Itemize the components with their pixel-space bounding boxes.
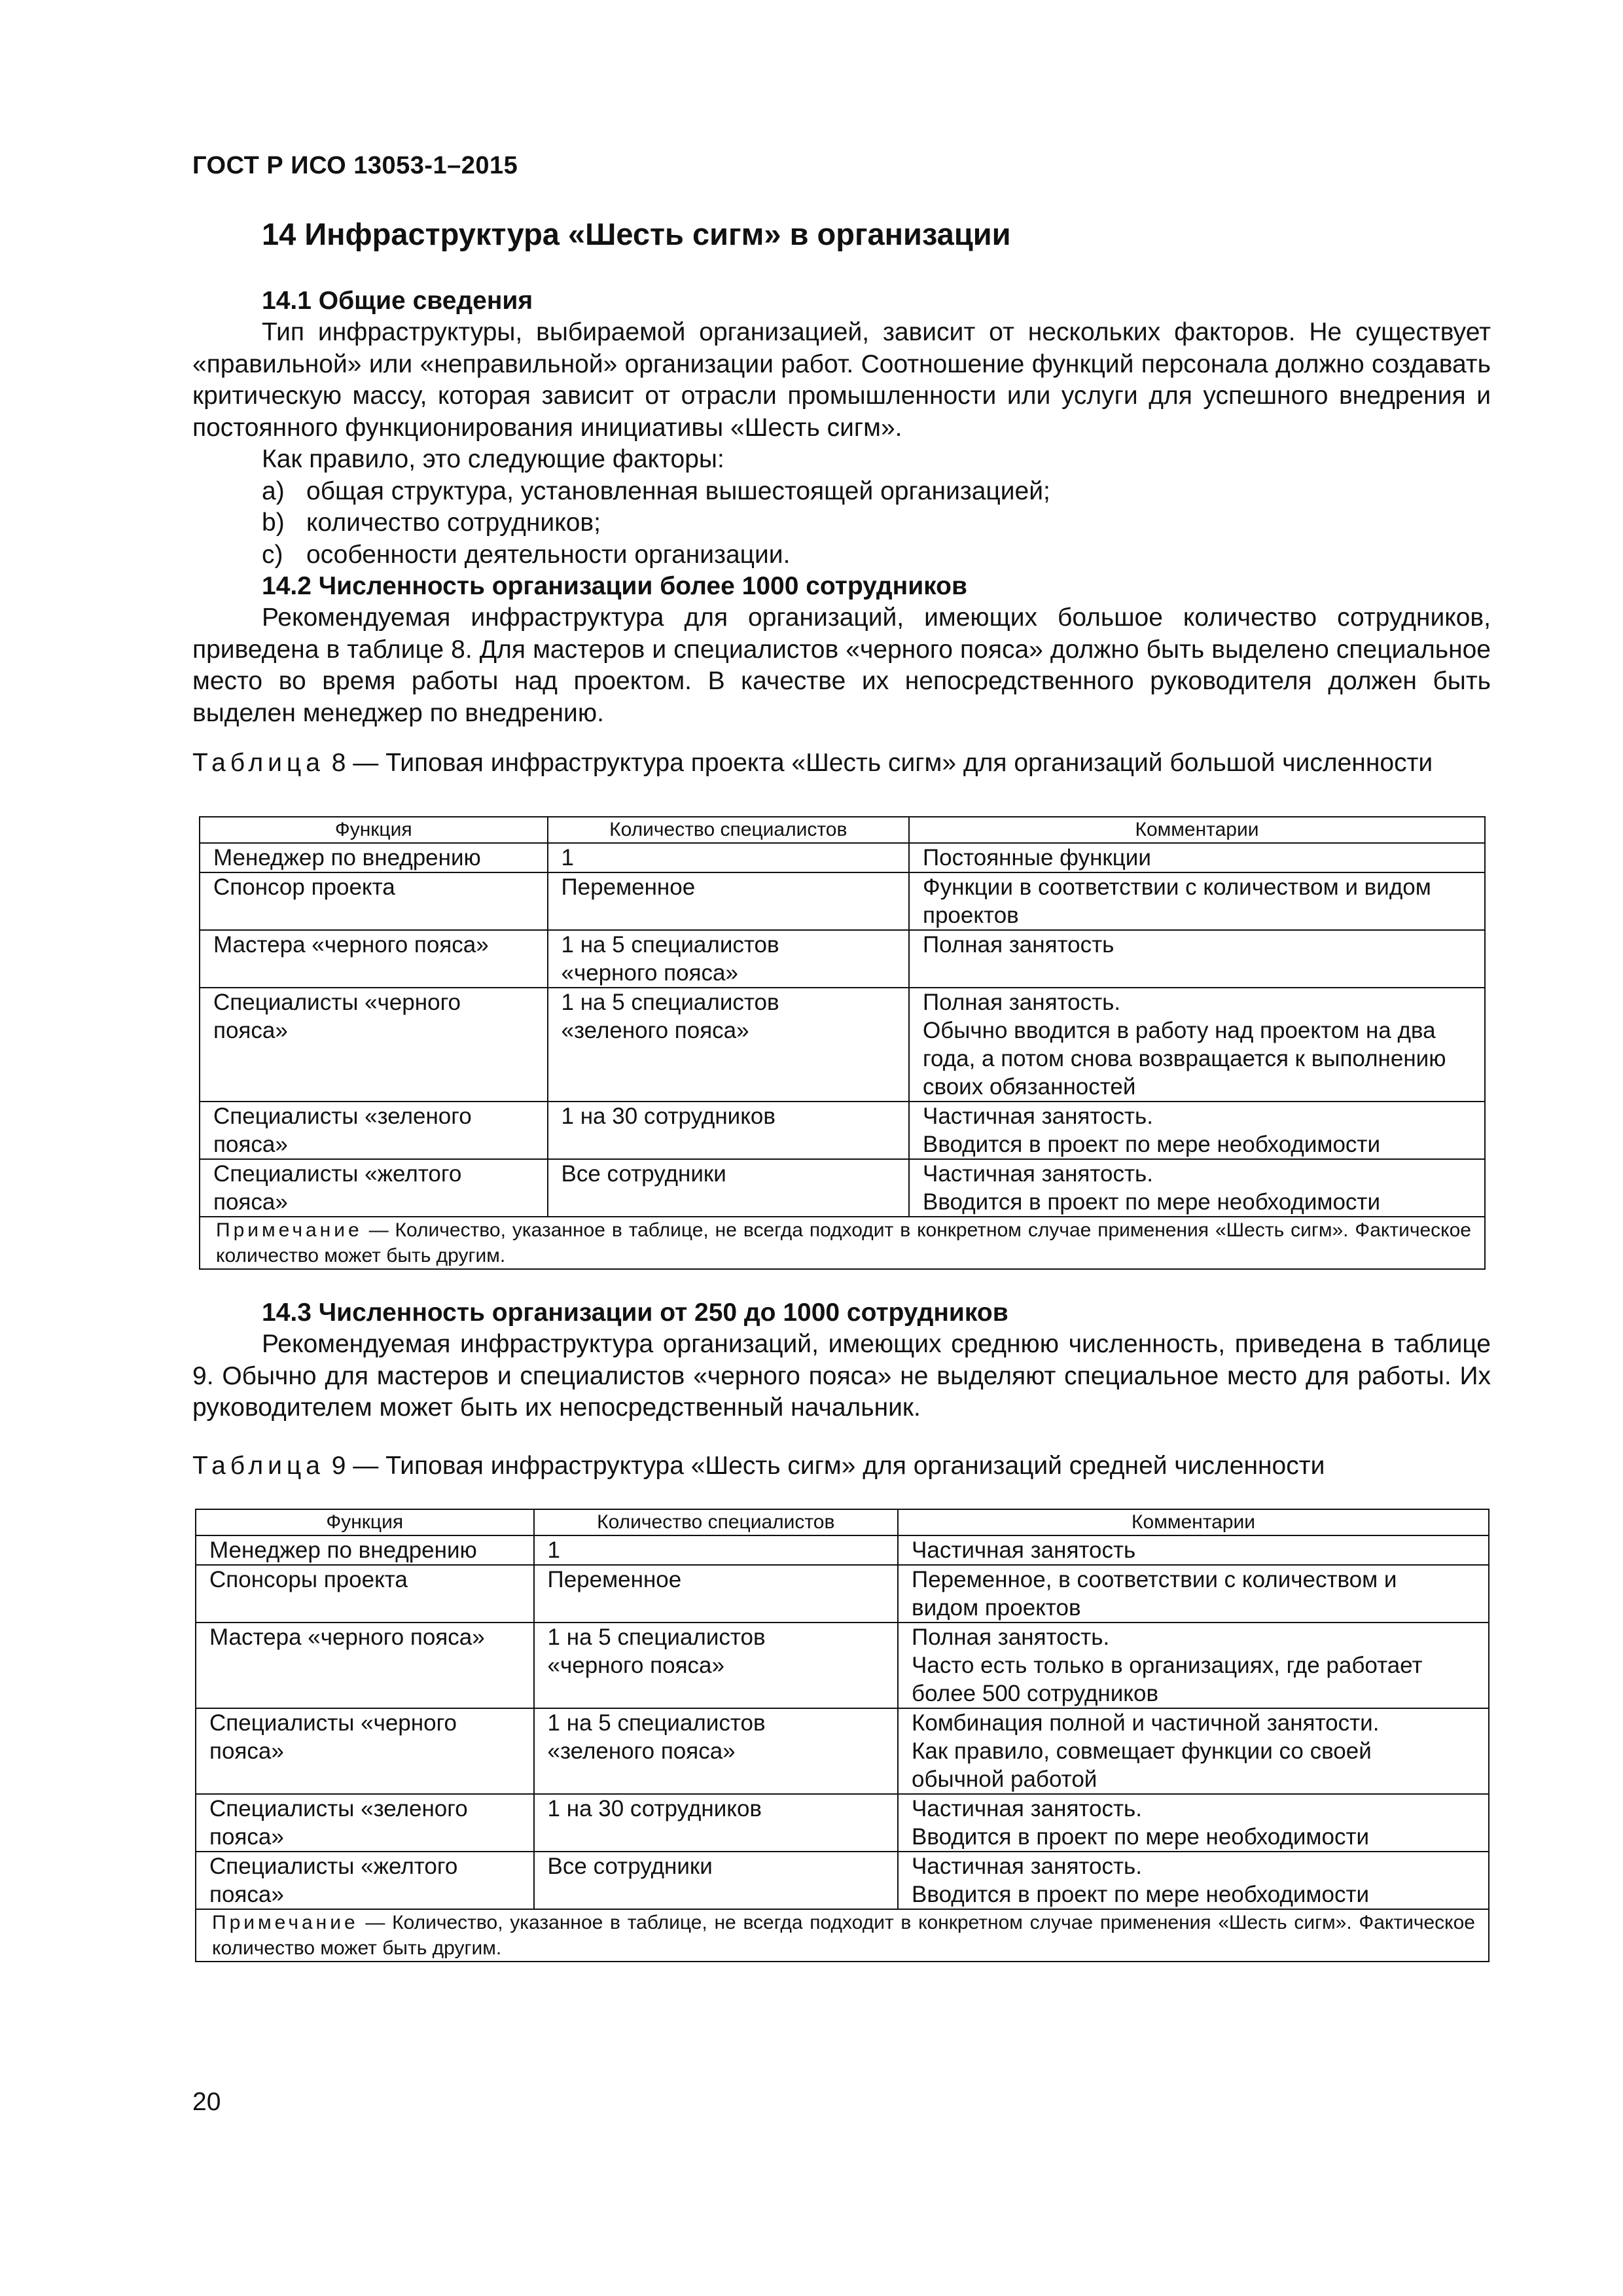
cell-text-line: 1 на 5 специалистов xyxy=(561,932,779,958)
cell-text-line: более 500 сотрудников xyxy=(912,1681,1159,1706)
comment-cell xyxy=(898,1623,1489,1708)
function-cell xyxy=(196,1535,534,1565)
comment-cell xyxy=(909,843,1485,872)
caption-text: 9 — Типовая инфраструктура «Шесть сигм» для организаций средней численности xyxy=(331,1452,1325,1480)
cell-text-line: «черного пояса» xyxy=(561,960,738,986)
cell-text-line: Специалисты «зеленого xyxy=(209,1796,468,1821)
function-cell xyxy=(200,1102,548,1159)
table-row xyxy=(196,1708,1489,1794)
cell-text-line: 1 на 5 специалистов xyxy=(561,990,779,1015)
cell-text-line: Вводится в проект по мере необходимости xyxy=(912,1882,1370,1907)
cell-text-line: Постоянные функции xyxy=(923,845,1151,870)
table-row xyxy=(200,1102,1485,1159)
cell-text-line: 1 на 30 сотрудников xyxy=(547,1796,762,1821)
function-cell xyxy=(200,930,548,988)
section-14-1 xyxy=(192,285,1491,729)
cell-text-line: пояса» xyxy=(209,1882,284,1907)
function-cell xyxy=(200,872,548,930)
list-marker: b) xyxy=(262,509,285,537)
section-14-3 xyxy=(192,1297,1491,1424)
function-cell xyxy=(196,1623,534,1708)
cell-text-line: 1 на 5 специалистов xyxy=(547,1710,766,1736)
quantity-cell xyxy=(534,1535,898,1565)
cell-text-line: Вводится в проект по мере необходимости xyxy=(923,1132,1381,1157)
comment-cell xyxy=(898,1565,1489,1623)
caption-text: 8 — Типовая инфраструктура проекта «Шесть сигм» для организаций большой численности xyxy=(331,749,1433,777)
table-8-caption xyxy=(192,748,1491,778)
note-label: Примечание xyxy=(212,1912,359,1933)
cell-text-line: Мастера «черного пояса» xyxy=(213,932,489,958)
table-note xyxy=(196,1909,1489,1962)
cell-text-line: Частичная занятость xyxy=(912,1537,1136,1563)
cell-text-line: Частичная занятость. xyxy=(912,1796,1142,1821)
column-header: Функция xyxy=(196,1509,534,1535)
caption-label: Таблица xyxy=(192,749,325,777)
cell-text-line: Функции в соответствии с количеством и видом xyxy=(923,874,1431,900)
page-number: 20 xyxy=(192,2088,221,2116)
cell-text-line: Частичная занятость. xyxy=(912,1854,1142,1879)
cell-text-line: обычной работой xyxy=(912,1767,1097,1792)
list-item-text: количество сотрудников; xyxy=(306,509,601,537)
function-cell xyxy=(196,1852,534,1909)
list-item-text: общая структура, установленная вышестоящей организацией; xyxy=(306,476,1050,505)
comment-cell xyxy=(909,930,1485,988)
cell-text-line: Частичная занятость. xyxy=(923,1161,1153,1187)
column-header: Функция xyxy=(200,817,548,843)
cell-text-line: Вводится в проект по мере необходимости xyxy=(923,1189,1381,1215)
comment-cell xyxy=(898,1852,1489,1909)
cell-text-line: Специалисты «желтого xyxy=(213,1161,462,1187)
function-cell xyxy=(196,1708,534,1794)
table-row xyxy=(196,1794,1489,1852)
section-title: 14 Инфраструктура «Шесть сигм» в организации xyxy=(262,217,1011,251)
table-row xyxy=(196,1565,1489,1623)
quantity-cell xyxy=(534,1565,898,1623)
list-marker: a) xyxy=(262,476,285,505)
cell-text-line: Все сотрудники xyxy=(547,1854,713,1879)
table-row xyxy=(200,988,1485,1102)
cell-text-line: пояса» xyxy=(209,1738,284,1764)
table-body xyxy=(196,1535,1489,1909)
table-row xyxy=(196,1535,1489,1565)
list-item xyxy=(192,507,1491,539)
cell-text-line: 1 xyxy=(547,1537,561,1563)
cell-text-line: Переменное xyxy=(561,874,696,900)
paragraph: Как правило, это следующие факторы: xyxy=(262,445,724,473)
table-row xyxy=(196,1623,1489,1708)
cell-text-line: «зеленого пояса» xyxy=(561,1018,749,1043)
cell-text-line: 1 на 5 специалистов xyxy=(547,1624,766,1650)
cell-text-line: Специалисты «желтого xyxy=(209,1854,458,1879)
cell-text-line: проектов xyxy=(923,903,1019,928)
cell-text-line: Менеджер по внедрению xyxy=(209,1537,477,1563)
cell-text-line: «черного пояса» xyxy=(547,1653,724,1678)
table-row xyxy=(200,872,1485,930)
subsection-heading-14-3: 14.3 Численность организации от 250 до 1000 сотрудников xyxy=(262,1299,1008,1327)
table-8 xyxy=(199,816,1486,1270)
caption-label: Таблица xyxy=(192,1452,325,1480)
column-header: Количество специалистов xyxy=(548,817,909,843)
quantity-cell xyxy=(548,872,909,930)
quantity-cell xyxy=(548,843,909,872)
table-header-row xyxy=(196,1509,1489,1535)
cell-text-line: Частичная занятость. xyxy=(923,1103,1153,1129)
cell-text-line: года, а потом снова возвращается к выполнению xyxy=(923,1046,1446,1071)
table-body xyxy=(200,843,1485,1217)
comment-cell xyxy=(909,1159,1485,1217)
list-marker: c) xyxy=(262,540,283,569)
table-row xyxy=(200,930,1485,988)
comment-cell xyxy=(909,1102,1485,1159)
function-cell xyxy=(196,1565,534,1623)
cell-text-line: пояса» xyxy=(213,1018,288,1043)
cell-text-line: Мастера «черного пояса» xyxy=(209,1624,485,1650)
column-header: Количество специалистов xyxy=(534,1509,898,1535)
note-text: — Количество, указанное в таблице, не всегда подходит в конкретном случае применения «Шесть сигм». Фактическое количество может быть другим. xyxy=(212,1912,1475,1959)
cell-text-line: «зеленого пояса» xyxy=(547,1738,736,1764)
cell-text-line: Полная занятость. xyxy=(923,990,1121,1015)
note-label: Примечание xyxy=(216,1219,363,1241)
quantity-cell xyxy=(534,1794,898,1852)
table-note-row xyxy=(196,1909,1489,1962)
function-cell xyxy=(200,1159,548,1217)
list-item xyxy=(192,539,1491,571)
cell-text-line: пояса» xyxy=(209,1824,284,1850)
table-row xyxy=(200,843,1485,872)
cell-text-line: пояса» xyxy=(213,1189,288,1215)
function-cell xyxy=(200,843,548,872)
paragraph: Тип инфраструктуры, выбираемой организацией, зависит от нескольких факторов. Не существует «правильной» или «неправильной» организации работ. Соотношение функций персонала должно создавать критическую массу, которая зависит от отрасли промышленности или услуги для успешного внедрения и постоянного функционирования инициативы «Шесть сигм». xyxy=(192,318,1491,442)
cell-text-line: видом проектов xyxy=(912,1595,1081,1621)
paragraph: Рекомендуемая инфраструктура для организаций, имеющих большое количество сотрудников, приведена в таблице 8. Для мастеров и специалистов «черного пояса» должно быть выделено специальное место во время работы над проектом. В качестве их непосредственного руководителя должен быть выделен менеджер по внедрению. xyxy=(192,603,1491,727)
table-9 xyxy=(195,1509,1489,1962)
comment-cell xyxy=(909,988,1485,1102)
quantity-cell xyxy=(534,1623,898,1708)
cell-text-line: Специалисты «зеленого xyxy=(213,1103,472,1129)
list-item-text: особенности деятельности организации. xyxy=(306,540,791,569)
cell-text-line: Переменное xyxy=(547,1567,682,1592)
cell-text-line: Переменное, в соответствии с количеством и xyxy=(912,1567,1397,1592)
cell-text-line: Спонсор проекта xyxy=(213,874,395,900)
table-row xyxy=(196,1852,1489,1909)
quantity-cell xyxy=(548,1102,909,1159)
cell-text-line: своих обязанностей xyxy=(923,1074,1136,1100)
cell-text-line: 1 на 30 сотрудников xyxy=(561,1103,776,1129)
quantity-cell xyxy=(548,988,909,1102)
cell-text-line: Как правило, совмещает функции со своей xyxy=(912,1738,1372,1764)
column-header: Комментарии xyxy=(898,1509,1489,1535)
cell-text-line: Вводится в проект по мере необходимости xyxy=(912,1824,1370,1850)
comment-cell xyxy=(898,1708,1489,1794)
cell-text-line: Все сотрудники xyxy=(561,1161,726,1187)
cell-text-line: Спонсоры проекта xyxy=(209,1567,408,1592)
cell-text-line: Специалисты «черного xyxy=(213,990,461,1015)
note-text: — Количество, указанное в таблице, не всегда подходит в конкретном случае применения «Шесть сигм». Фактическое количество может быть другим. xyxy=(216,1219,1471,1266)
column-header: Комментарии xyxy=(909,817,1485,843)
comment-cell xyxy=(898,1794,1489,1852)
cell-text-line: Специалисты «черного xyxy=(209,1710,457,1736)
table-9-caption xyxy=(192,1451,1491,1481)
comment-cell xyxy=(909,872,1485,930)
function-cell xyxy=(196,1794,534,1852)
paragraph: Рекомендуемая инфраструктура организаций, имеющих среднюю численность, приведена в таблице 9. Обычно для мастеров и специалистов «черного пояса» не выделяют специальное место для работы. Их руководителем может быть их непосредственный начальник. xyxy=(192,1330,1491,1422)
cell-text-line: 1 xyxy=(561,845,574,870)
comment-cell xyxy=(898,1535,1489,1565)
quantity-cell xyxy=(534,1852,898,1909)
subsection-heading-14-2: 14.2 Численность организации более 1000 сотрудников xyxy=(262,572,967,600)
cell-text-line: Полная занятость. xyxy=(912,1624,1110,1650)
function-cell xyxy=(200,988,548,1102)
cell-text-line: Часто есть только в организациях, где работает xyxy=(912,1653,1423,1678)
subsection-heading-14-1: 14.1 Общие сведения xyxy=(262,287,533,315)
quantity-cell xyxy=(548,930,909,988)
table-note xyxy=(200,1217,1485,1269)
cell-text-line: пояса» xyxy=(213,1132,288,1157)
list-item xyxy=(192,476,1491,508)
table-note-row xyxy=(200,1217,1485,1269)
quantity-cell xyxy=(534,1708,898,1794)
table-row xyxy=(200,1159,1485,1217)
quantity-cell xyxy=(548,1159,909,1217)
cell-text-line: Менеджер по внедрению xyxy=(213,845,481,870)
cell-text-line: Обычно вводится в работу над проектом на два xyxy=(923,1018,1436,1043)
table-header-row xyxy=(200,817,1485,843)
document-header: ГОСТ Р ИСО 13053-1–2015 xyxy=(192,152,518,179)
cell-text-line: Комбинация полной и частичной занятости. xyxy=(912,1710,1380,1736)
cell-text-line: Полная занятость xyxy=(923,932,1115,958)
